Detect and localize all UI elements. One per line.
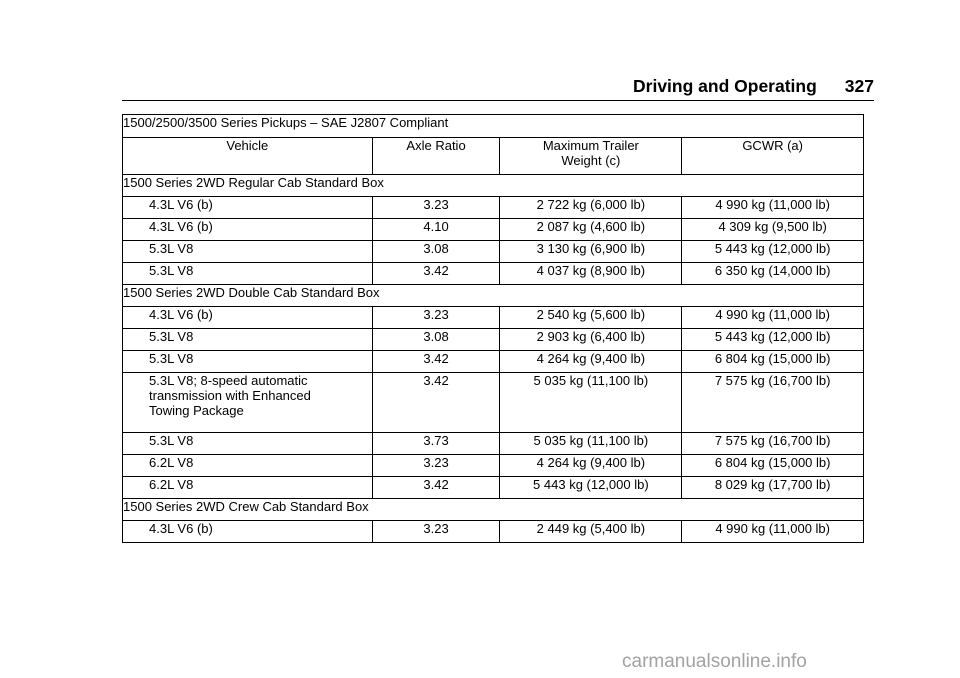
cell-max-trailer: 2 449 kg (5,400 lb) [500,521,682,543]
table-row [123,433,864,455]
cell-max-trailer: 3 130 kg (6,900 lb) [500,241,682,263]
cell-axle-ratio: 3.42 [372,477,500,499]
cell-axle-ratio: 3.42 [372,373,500,433]
cell-max-trailer: 5 443 kg (12,000 lb) [500,477,682,499]
cell-axle-ratio: 3.08 [372,329,500,351]
cell-axle-ratio: 3.23 [372,197,500,219]
cell-axle-ratio: 3.42 [372,263,500,285]
table-row [123,263,864,285]
table-row [123,373,864,433]
cell-gcwr: 8 029 kg (17,700 lb) [682,477,864,499]
cell-axle-ratio: 3.23 [372,455,500,477]
towing-spec-table [122,114,864,543]
table-title: 1500/2500/3500 Series Pickups – SAE J2807 Compliant [123,115,864,138]
cell-vehicle: 5.3L V8 [123,351,373,373]
table-title-row [123,115,864,138]
cell-gcwr: 7 575 kg (16,700 lb) [682,433,864,455]
cell-gcwr: 7 575 kg (16,700 lb) [682,373,864,433]
column-header-axle-ratio: Axle Ratio [372,138,500,175]
cell-gcwr: 4 990 kg (11,000 lb) [682,307,864,329]
header-rule [122,100,874,101]
cell-vehicle-line: 5.3L V8; 8-speed automatic [149,373,308,388]
table-row [123,241,864,263]
cell-vehicle: 6.2L V8 [123,455,373,477]
cell-gcwr: 5 443 kg (12,000 lb) [682,241,864,263]
cell-max-trailer: 4 264 kg (9,400 lb) [500,455,682,477]
page-number: 327 [844,76,874,96]
table-row [123,477,864,499]
cell-max-trailer: 2 722 kg (6,000 lb) [500,197,682,219]
cell-axle-ratio: 3.08 [372,241,500,263]
table-row [123,197,864,219]
cell-gcwr: 4 990 kg (11,000 lb) [682,521,864,543]
cell-vehicle: 5.3L V8 [123,433,373,455]
cell-vehicle-line: transmission with Enhanced [149,388,311,403]
cell-max-trailer: 4 264 kg (9,400 lb) [500,351,682,373]
cell-max-trailer: 5 035 kg (11,100 lb) [500,373,682,433]
table-row [123,307,864,329]
cell-gcwr: 4 309 kg (9,500 lb) [682,219,864,241]
cell-axle-ratio: 3.23 [372,307,500,329]
cell-gcwr: 6 804 kg (15,000 lb) [682,455,864,477]
section-title: Driving and Operating [633,76,817,96]
table-row [123,329,864,351]
column-header-max-trailer [500,138,682,175]
column-header-vehicle: Vehicle [123,138,373,175]
cell-max-trailer: 2 087 kg (4,600 lb) [500,219,682,241]
cell-vehicle: 5.3L V8 [123,241,373,263]
page-header [122,69,874,97]
cell-vehicle [123,373,373,433]
cell-vehicle: 4.3L V6 (b) [123,197,373,219]
table-row [123,351,864,373]
cell-axle-ratio: 3.23 [372,521,500,543]
cell-gcwr: 4 990 kg (11,000 lb) [682,197,864,219]
column-header-gcwr: GCWR (a) [682,138,864,175]
group-row [123,285,864,307]
group-title: 1500 Series 2WD Crew Cab Standard Box [123,499,864,521]
cell-gcwr: 6 350 kg (14,000 lb) [682,263,864,285]
cell-vehicle: 5.3L V8 [123,329,373,351]
cell-vehicle: 5.3L V8 [123,263,373,285]
table-row [123,219,864,241]
group-title: 1500 Series 2WD Double Cab Standard Box [123,285,864,307]
cell-gcwr: 6 804 kg (15,000 lb) [682,351,864,373]
column-header-max-trailer-label: Maximum Trailer Weight (c) [542,138,639,168]
group-title: 1500 Series 2WD Regular Cab Standard Box [123,175,864,197]
cell-max-trailer: 5 035 kg (11,100 lb) [500,433,682,455]
cell-vehicle: 4.3L V6 (b) [123,219,373,241]
table-row [123,521,864,543]
group-row [123,175,864,197]
cell-axle-ratio: 4.10 [372,219,500,241]
watermark: carmanualsonline.info [622,651,807,672]
group-row [123,499,864,521]
table-row [123,455,864,477]
cell-max-trailer: 2 903 kg (6,400 lb) [500,329,682,351]
cell-axle-ratio: 3.42 [372,351,500,373]
cell-vehicle: 4.3L V6 (b) [123,521,373,543]
cell-max-trailer: 2 540 kg (5,600 lb) [500,307,682,329]
cell-vehicle-line: Towing Package [149,403,244,418]
cell-gcwr: 5 443 kg (12,000 lb) [682,329,864,351]
cell-vehicle: 6.2L V8 [123,477,373,499]
cell-vehicle: 4.3L V6 (b) [123,307,373,329]
cell-max-trailer: 4 037 kg (8,900 lb) [500,263,682,285]
column-header-row [123,138,864,175]
cell-axle-ratio: 3.73 [372,433,500,455]
